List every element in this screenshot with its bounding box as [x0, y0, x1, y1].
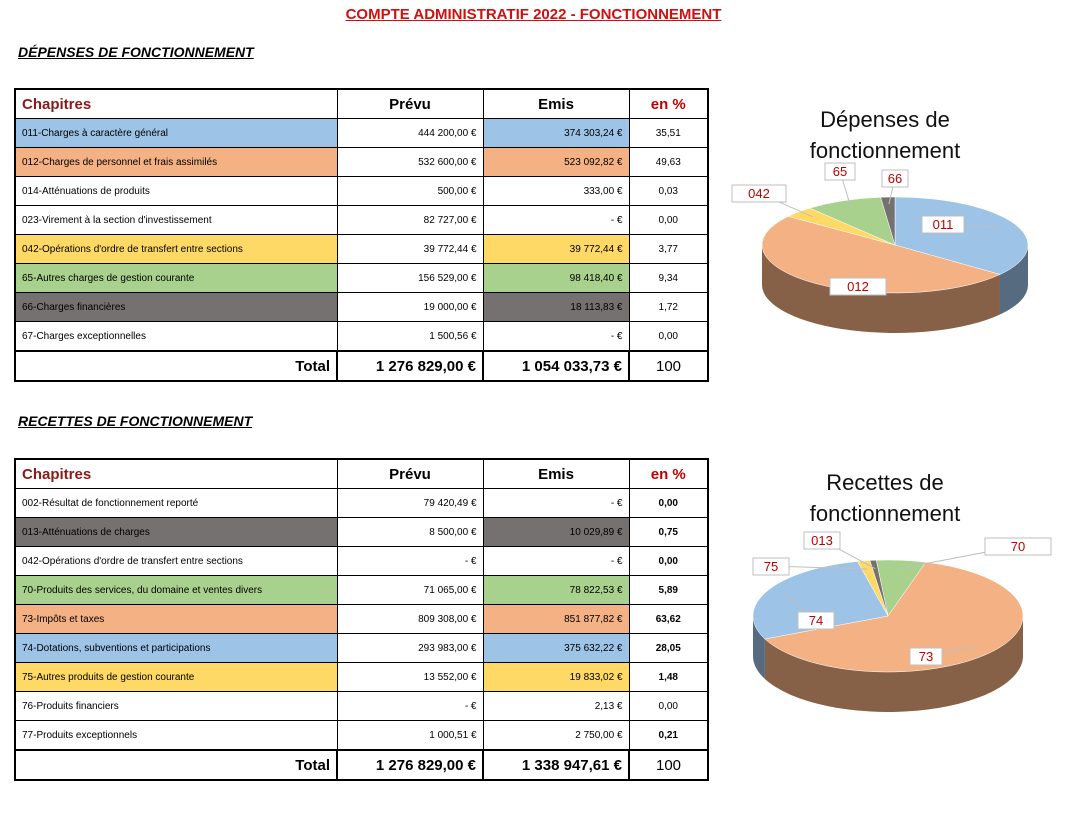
row-emis: 2 750,00 €	[483, 721, 629, 751]
pie-label-013: 013	[811, 533, 833, 548]
row-pct: 0,00	[629, 547, 708, 576]
row-emis: 10 029,89 €	[483, 518, 629, 547]
row-label: 042-Opérations d'ordre de transfert entre sections	[15, 235, 337, 264]
row-label: 002-Résultat de fonctionnement reporté	[15, 489, 337, 518]
row-emis: - €	[483, 206, 629, 235]
row-prevu: 8 500,00 €	[337, 518, 483, 547]
row-label: 73-Impôts et taxes	[15, 605, 337, 634]
table-row	[15, 322, 708, 352]
row-prevu: 156 529,00 €	[337, 264, 483, 293]
row-emis: 18 113,83 €	[483, 293, 629, 322]
row-prevu: 500,00 €	[337, 177, 483, 206]
row-pct: 3,77	[629, 235, 708, 264]
row-pct: 1,72	[629, 293, 708, 322]
table-row	[15, 547, 708, 576]
page-title: COMPTE ADMINISTRATIF 2022 - FONCTIONNEMENT	[345, 6, 722, 23]
header-chapitres: Chapitres	[15, 459, 337, 489]
row-label: 66-Charges financières	[15, 293, 337, 322]
total-label: Total	[15, 750, 337, 780]
recettes-table	[14, 458, 709, 781]
total-pct: 100	[629, 351, 708, 381]
row-pct: 63,62	[629, 605, 708, 634]
table-row	[15, 663, 708, 692]
table-row	[15, 489, 708, 518]
total-row	[15, 351, 708, 381]
row-pct: 28,05	[629, 634, 708, 663]
row-pct: 0,00	[629, 692, 708, 721]
header-emis: Emis	[483, 89, 629, 119]
table-row	[15, 605, 708, 634]
row-emis: 19 833,02 €	[483, 663, 629, 692]
table-row	[15, 576, 708, 605]
row-prevu: 532 600,00 €	[337, 148, 483, 177]
row-label: 023-Virement à la section d'investissement	[15, 206, 337, 235]
row-prevu: 444 200,00 €	[337, 119, 483, 148]
total-prevu: 1 276 829,00 €	[337, 351, 483, 381]
row-emis: - €	[483, 489, 629, 518]
row-emis: 523 092,82 €	[483, 148, 629, 177]
recettes-pie-title: Recettes de fonctionnement	[809, 470, 961, 526]
pie-label-012: 012	[847, 279, 869, 294]
total-emis: 1 338 947,61 €	[483, 750, 629, 780]
pie-label-042: 042	[748, 186, 770, 201]
table-row	[15, 634, 708, 663]
row-emis: - €	[483, 322, 629, 352]
pie-label-65: 65	[832, 164, 848, 179]
table-header-row	[15, 89, 708, 119]
row-label: 013-Atténuations de charges	[15, 518, 337, 547]
table-row	[15, 177, 708, 206]
pie-label-75: 75	[763, 559, 779, 574]
row-emis: 98 418,40 €	[483, 264, 629, 293]
pie-label-73: 73	[918, 649, 934, 664]
row-label: 65-Autres charges de gestion courante	[15, 264, 337, 293]
recettes-section-title: RECETTES DE FONCTIONNEMENT	[18, 413, 253, 429]
row-emis: 374 303,24 €	[483, 119, 629, 148]
row-prevu: 19 000,00 €	[337, 293, 483, 322]
table-row	[15, 119, 708, 148]
row-pct: 0,00	[629, 322, 708, 352]
row-pct: 35,51	[629, 119, 708, 148]
row-pct: 0,00	[629, 489, 708, 518]
row-emis: 2,13 €	[483, 692, 629, 721]
total-label: Total	[15, 351, 337, 381]
total-pct: 100	[629, 750, 708, 780]
table-row	[15, 264, 708, 293]
header-pct: en %	[629, 459, 708, 489]
row-emis: 333,00 €	[483, 177, 629, 206]
row-pct: 49,63	[629, 148, 708, 177]
pie-label-74: 74	[808, 613, 824, 628]
table-row	[15, 721, 708, 751]
header-chapitres: Chapitres	[15, 89, 337, 119]
row-emis: - €	[483, 547, 629, 576]
pie-label-66: 66	[887, 171, 903, 186]
row-pct: 9,34	[629, 264, 708, 293]
header-pct: en %	[629, 89, 708, 119]
header-prevu: Prévu	[337, 89, 483, 119]
pie-label-011: 011	[932, 217, 954, 232]
row-prevu: 1 000,51 €	[337, 721, 483, 751]
table-header-row	[15, 459, 708, 489]
row-emis: 39 772,44 €	[483, 235, 629, 264]
row-label: 67-Charges exceptionnelles	[15, 322, 337, 352]
total-emis: 1 054 033,73 €	[483, 351, 629, 381]
row-label: 75-Autres produits de gestion courante	[15, 663, 337, 692]
depenses-pie-chart	[730, 160, 1050, 360]
total-prevu: 1 276 829,00 €	[337, 750, 483, 780]
header-emis: Emis	[483, 459, 629, 489]
row-pct: 0,03	[629, 177, 708, 206]
row-emis: 375 632,22 €	[483, 634, 629, 663]
row-label: 70-Produits des services, du domaine et ventes divers	[15, 576, 337, 605]
table-row	[15, 206, 708, 235]
row-pct: 0,00	[629, 206, 708, 235]
row-prevu: - €	[337, 692, 483, 721]
row-label: 014-Atténuations de produits	[15, 177, 337, 206]
row-prevu: 13 552,00 €	[337, 663, 483, 692]
row-label: 77-Produits exceptionnels	[15, 721, 337, 751]
row-pct: 0,75	[629, 518, 708, 547]
row-pct: 0,21	[629, 721, 708, 751]
row-prevu: 39 772,44 €	[337, 235, 483, 264]
row-pct: 1,48	[629, 663, 708, 692]
depenses-table	[14, 88, 709, 382]
table-row	[15, 235, 708, 264]
recettes-pie-chart	[740, 528, 1060, 738]
row-label: 042-Opérations d'ordre de transfert entre sections	[15, 547, 337, 576]
row-label: 74-Dotations, subventions et participations	[15, 634, 337, 663]
row-label: 76-Produits financiers	[15, 692, 337, 721]
row-label: 011-Charges à caractère général	[15, 119, 337, 148]
row-emis: 78 822,53 €	[483, 576, 629, 605]
header-prevu: Prévu	[337, 459, 483, 489]
row-prevu: 293 983,00 €	[337, 634, 483, 663]
row-label: 012-Charges de personnel et frais assimilés	[15, 148, 337, 177]
row-prevu: - €	[337, 547, 483, 576]
row-pct: 5,89	[629, 576, 708, 605]
row-prevu: 79 420,49 €	[337, 489, 483, 518]
row-prevu: 82 727,00 €	[337, 206, 483, 235]
table-row	[15, 518, 708, 547]
table-row	[15, 293, 708, 322]
depenses-pie-title: Dépenses de fonctionnement	[809, 107, 961, 163]
total-row	[15, 750, 708, 780]
row-prevu: 1 500,56 €	[337, 322, 483, 352]
pie-label-70: 70	[1010, 539, 1026, 554]
table-row	[15, 148, 708, 177]
row-prevu: 71 065,00 €	[337, 576, 483, 605]
depenses-section-title: DÉPENSES DE FONCTIONNEMENT	[18, 44, 254, 60]
table-row	[15, 692, 708, 721]
row-prevu: 809 308,00 €	[337, 605, 483, 634]
row-emis: 851 877,82 €	[483, 605, 629, 634]
